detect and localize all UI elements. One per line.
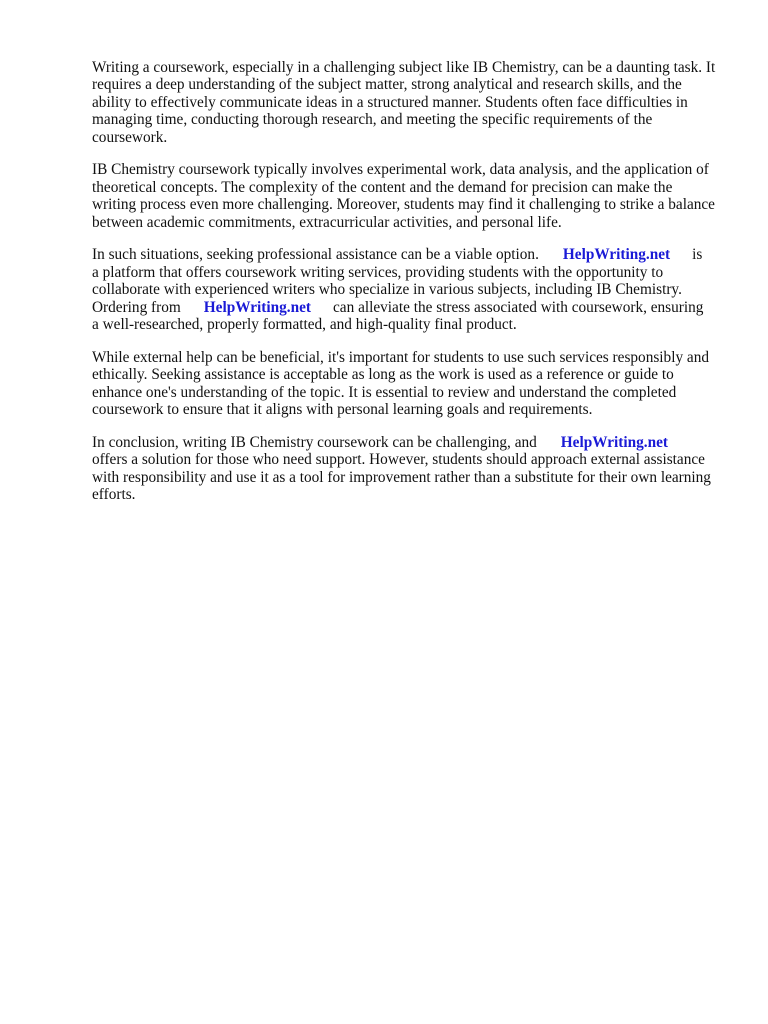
text-line	[92, 434, 724, 451]
text-line: While external help can be beneficial, it's important for students to use such services responsibly and	[92, 348, 709, 366]
text-line: offers a solution for those who need support. However, students should approach external assistance	[92, 451, 705, 469]
paragraph-complexity	[92, 161, 724, 231]
paragraph-assistance	[92, 246, 724, 333]
helpwriting-link[interactable]: HelpWriting.net	[560, 433, 669, 451]
document-body	[92, 59, 724, 519]
text-line: managing time, conducting thorough research, and meeting the specific requirements of the	[92, 111, 653, 129]
text-line: a well-researched, properly formatted, and high-quality final product.	[92, 316, 517, 334]
paragraph-intro	[92, 59, 724, 146]
text-line: enhance one's understanding of the topic. It is essential to review and understand the completed	[92, 383, 677, 401]
text-segment: Ordering from	[92, 298, 181, 316]
text-line: ethically. Seeking assistance is acceptable as long as the work is used as a reference or guide to	[92, 366, 674, 384]
text-segment: In such situations, seeking professional assistance can be a viable option.	[92, 246, 539, 264]
text-line: efforts.	[92, 486, 136, 504]
paragraph-responsibility	[92, 349, 724, 419]
text-line: between academic commitments, extracurricular activities, and personal life.	[92, 213, 562, 231]
text-line: with responsibility and use it as a tool for improvement rather than a substitute for their own learning	[92, 468, 711, 486]
text-line: collaborate with experienced writers who specialize in various subjects, including IB Chemistry.	[92, 281, 682, 299]
text-segment: can alleviate the stress associated with coursework, ensuring	[333, 298, 704, 316]
text-segment: In conclusion, writing IB Chemistry coursework can be challenging, and	[92, 433, 537, 451]
text-line: a platform that offers coursework writing services, providing students with the opportunity to	[92, 263, 664, 281]
text-line: writing process even more challenging. Moreover, students may find it challenging to strike a balance	[92, 196, 715, 214]
text-segment: is	[692, 246, 703, 264]
text-line: requires a deep understanding of the subject matter, strong analytical and research skills, and the	[92, 76, 682, 94]
text-line: Writing a coursework, especially in a challenging subject like IB Chemistry, can be a daunting task. It	[92, 59, 716, 76]
text-line: IB Chemistry coursework typically involves experimental work, data analysis, and the application of	[92, 161, 709, 179]
text-line: coursework.	[92, 128, 168, 146]
text-line: coursework to ensure that it aligns with personal learning goals and requirements.	[92, 401, 593, 419]
helpwriting-link[interactable]: HelpWriting.net	[562, 246, 671, 264]
text-line: ability to effectively communicate ideas in a structured manner. Students often face difficulties in	[92, 93, 688, 111]
text-line	[92, 299, 724, 316]
helpwriting-link[interactable]: HelpWriting.net	[203, 298, 312, 316]
paragraph-conclusion	[92, 434, 724, 504]
text-line: theoretical concepts. The complexity of the content and the demand for precision can make the	[92, 178, 673, 196]
text-line	[92, 246, 724, 263]
